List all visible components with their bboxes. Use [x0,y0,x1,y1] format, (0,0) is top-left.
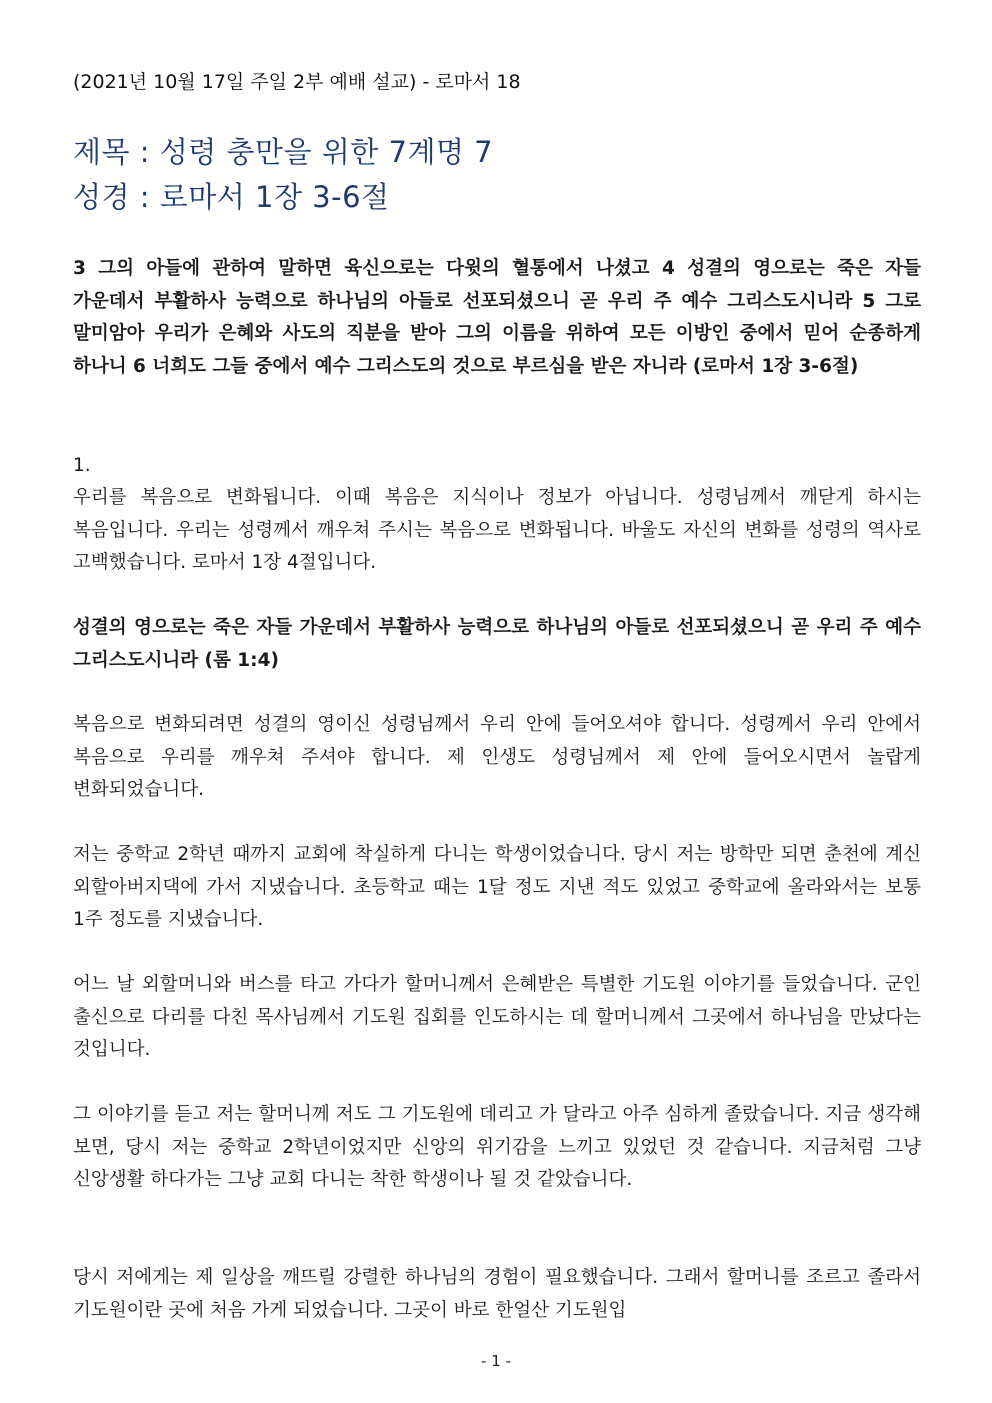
verse-quote: 성결의 영으로는 죽은 자들 가운데서 부활하사 능력으로 하나님의 아들로 선포되셨으니 곧 우리 주 예수 그리스도시니라 (롬 1:4) [73,617,921,671]
body-paragraph-2: 복음으로 변화되려면 성결의 영이신 성령님께서 우리 안에 들어오셔야 합니다. 성령께서 우리 안에서 복음으로 우리를 깨우쳐 주셔야 합니다. 제 인생도 성령님께서 제 안에 들어오시면서 놀랍게 변화되었습니다. [73,714,921,800]
page-number: - 1 - [481,1352,511,1370]
sermon-header: (2021년 10월 17일 주일 2부 예배 설교) - 로마서 18 [73,71,521,93]
body-paragraph-6: 당시 저에게는 제 일상을 깨뜨릴 강렬한 하나님의 경험이 필요했습니다. 그래서 할머니를 조르고 졸라서 기도원이란 곳에 처음 가게 되었습니다. 그곳이 바로 한얼산 기도원입 [73,1267,921,1321]
body-paragraph-3: 저는 중학교 2학년 때까지 교회에 착실하게 다니는 학생이었습니다. 당시 저는 방학만 되면 춘천에 계신 외할아버지댁에 가서 지냈습니다. 초등학교 때는 1달 정도 지낸 적도 있었고 중학교에 올라와서는 보통 1주 정도를 지냈습니다. [73,844,921,930]
body-paragraph-1: 우리를 복음으로 변화됩니다. 이때 복음은 지식이나 정보가 아닙니다. 성령님께서 깨닫게 하시는 복음입니다. 우리는 성령께서 깨우쳐 주시는 복음으로 변화됩니다. 바울도 자신의 변화를 성령의 역사로 고백했습니다. 로마서 1장 4절입니다. [73,487,921,573]
section-number: 1. [73,455,91,476]
body-paragraph-4: 어느 날 외할머니와 버스를 타고 가다가 할머니께서 은혜받은 특별한 기도원 이야기를 들었습니다. 군인 출신으로 다리를 다친 목사님께서 기도원 집회를 인도하시는 데 할머니께서 그곳에서 하나님을 만났다는 것입니다. [73,974,921,1060]
body-paragraph-5: 그 이야기를 듣고 저는 할머니께 저도 그 기도원에 데리고 가 달라고 아주 심하게 졸랐습니다. 지금 생각해 보면, 당시 저는 중학교 2학년이었지만 신앙의 위기감을 느끼고 있었던 것 같습니다. 지금처럼 그냥 신앙생활 하다가는 그냥 교회 다니는 착한 학생이나 될 것 같았습니다. [73,1104,921,1190]
sermon-title: 제목 : 성령 충만을 위한 7계명 7 [73,135,494,169]
scripture-passage: 3 그의 아들에 관하여 말하면 육신으로는 다윗의 혈통에서 나셨고 4 성결의 영으로는 죽은 자들 가운데서 부활하사 능력으로 하나님의 아들로 선포되셨으니 곧 우리 주 예수 그리스도시니라 5 그로 말미암아 우리가 은혜와 사도의 직분을 받아 그의 이름을 위하여 모든 이방인 중에서 믿어 순종하게 하나니 6 너희도 그들 중에서 예수 그리스도의 것으로 부르심을 받은 자니라 (로마서 1장 3-6절) [73,258,921,377]
scripture-reference: 성경 : 로마서 1장 3-6절 [73,180,390,214]
